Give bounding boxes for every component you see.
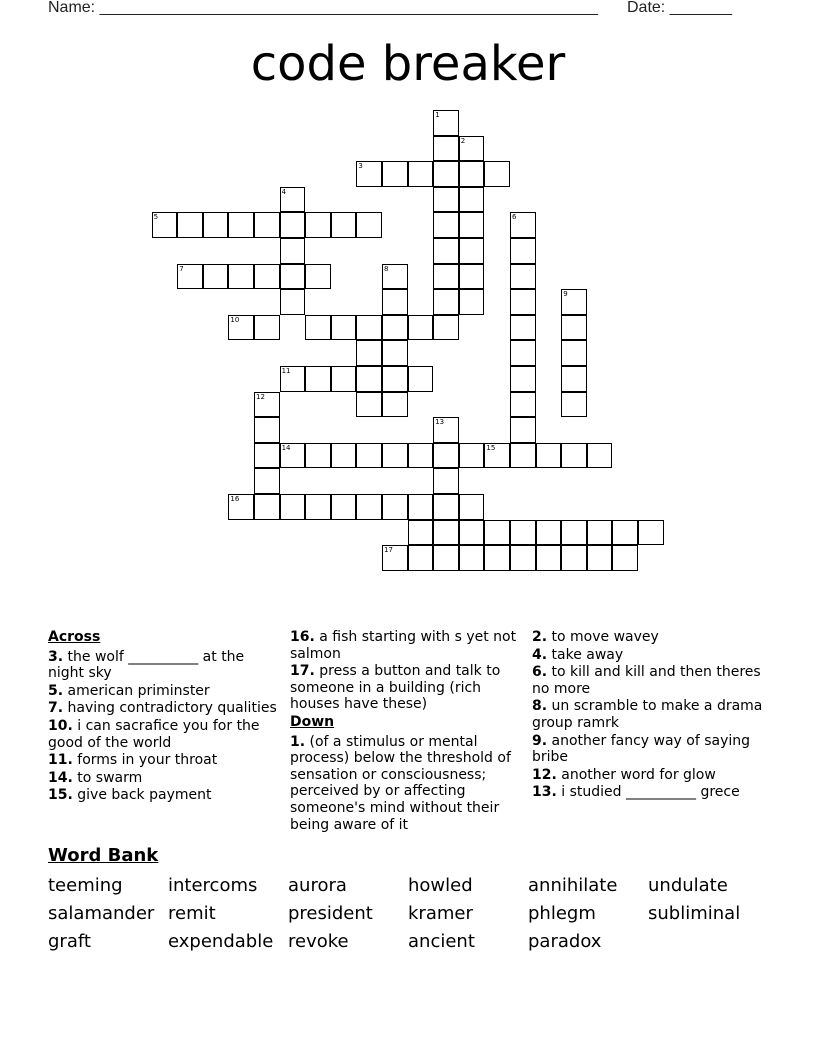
grid-cell[interactable] bbox=[459, 443, 485, 469]
grid-cell[interactable] bbox=[254, 417, 280, 443]
grid-cell[interactable] bbox=[433, 443, 459, 469]
grid-cell[interactable] bbox=[459, 238, 485, 264]
grid-cell[interactable] bbox=[280, 443, 306, 469]
grid-cell[interactable] bbox=[254, 264, 280, 290]
grid-cell[interactable] bbox=[510, 417, 536, 443]
grid-cell[interactable] bbox=[408, 443, 434, 469]
grid-cell[interactable] bbox=[356, 494, 382, 520]
grid-cell[interactable] bbox=[228, 264, 254, 290]
grid-cell[interactable] bbox=[280, 187, 306, 213]
grid-cell[interactable] bbox=[356, 340, 382, 366]
grid-cell[interactable] bbox=[561, 520, 587, 546]
grid-cell[interactable] bbox=[305, 443, 331, 469]
clue-down-4 bbox=[532, 647, 764, 664]
grid-cell[interactable] bbox=[587, 545, 613, 571]
word-bank-word: ancient bbox=[408, 931, 475, 952]
grid-cell[interactable] bbox=[305, 315, 331, 341]
clue-text: i can sacrafice you for the good of the world bbox=[48, 717, 260, 751]
grid-cell[interactable] bbox=[280, 289, 306, 315]
grid-cell[interactable] bbox=[382, 340, 408, 366]
grid-cell[interactable] bbox=[484, 443, 510, 469]
grid-cell[interactable] bbox=[305, 264, 331, 290]
clue-across-14 bbox=[48, 770, 280, 787]
grid-cell[interactable] bbox=[254, 468, 280, 494]
down-clues-column-3 bbox=[532, 629, 764, 802]
grid-cell[interactable] bbox=[433, 417, 459, 443]
clue-text: the wolf __________ at the night sky bbox=[48, 648, 245, 682]
grid-cell[interactable] bbox=[433, 315, 459, 341]
grid-cell[interactable] bbox=[510, 443, 536, 469]
grid-cell[interactable] bbox=[536, 520, 562, 546]
clue-text: i studied __________ grece bbox=[561, 784, 740, 801]
grid-cell[interactable] bbox=[382, 289, 408, 315]
grid-cell[interactable] bbox=[356, 161, 382, 187]
clue-number-label: 15 bbox=[486, 443, 496, 452]
clue-number: 1. bbox=[290, 733, 306, 750]
grid-cell[interactable] bbox=[280, 212, 306, 238]
clue-number: 9. bbox=[532, 732, 548, 749]
across-heading: Across bbox=[48, 629, 101, 645]
clue-number: 5. bbox=[48, 682, 64, 699]
grid-cell[interactable] bbox=[331, 315, 357, 341]
clue-number: 6. bbox=[532, 664, 548, 681]
grid-cell[interactable] bbox=[408, 545, 434, 571]
clue-text: having contradictory qualities bbox=[67, 700, 277, 717]
clue-number-label: 4 bbox=[281, 187, 287, 196]
date-field[interactable]: Date: _______ bbox=[627, 0, 732, 16]
grid-cell[interactable] bbox=[177, 212, 203, 238]
grid-cell[interactable] bbox=[280, 264, 306, 290]
grid-cell[interactable] bbox=[433, 289, 459, 315]
grid-cell[interactable] bbox=[305, 494, 331, 520]
grid-cell[interactable] bbox=[459, 289, 485, 315]
word-bank-word: remit bbox=[168, 903, 216, 924]
grid-cell[interactable] bbox=[433, 110, 459, 136]
grid-cell[interactable] bbox=[177, 264, 203, 290]
grid-cell[interactable] bbox=[459, 494, 485, 520]
clue-text: to move wavey bbox=[551, 629, 659, 645]
grid-cell[interactable] bbox=[510, 315, 536, 341]
clue-down-6 bbox=[532, 664, 764, 697]
grid-cell[interactable] bbox=[561, 315, 587, 341]
grid-cell[interactable] bbox=[382, 315, 408, 341]
clue-number-label: 5 bbox=[153, 213, 159, 222]
clue-number: 10. bbox=[48, 717, 73, 734]
grid-cell[interactable] bbox=[152, 212, 178, 238]
clue-across-11 bbox=[48, 752, 280, 769]
clue-number-label: 8 bbox=[384, 264, 389, 273]
word-bank-word: subliminal bbox=[648, 903, 741, 924]
clue-number: 13. bbox=[532, 784, 557, 801]
clues-column-2 bbox=[290, 629, 528, 834]
grid-cell[interactable] bbox=[408, 494, 434, 520]
clue-number: 2. bbox=[532, 629, 548, 645]
clue-across-3 bbox=[48, 649, 280, 682]
grid-cell[interactable] bbox=[280, 366, 306, 392]
grid-cell[interactable] bbox=[587, 443, 613, 469]
clue-number-label: 17 bbox=[384, 546, 393, 555]
clue-text: to swarm bbox=[77, 769, 143, 786]
across-clues-column-1 bbox=[48, 629, 280, 805]
grid-cell[interactable] bbox=[254, 443, 280, 469]
grid-cell[interactable] bbox=[433, 187, 459, 213]
grid-cell[interactable] bbox=[510, 392, 536, 418]
grid-cell[interactable] bbox=[356, 212, 382, 238]
grid-cell[interactable] bbox=[612, 520, 638, 546]
word-bank-word: revoke bbox=[288, 931, 349, 952]
clue-text: another fancy way of saying bribe bbox=[532, 732, 751, 766]
clue-text: press a button and talk to someone in a building (rich houses have these) bbox=[290, 663, 501, 713]
grid-cell[interactable] bbox=[561, 443, 587, 469]
grid-cell[interactable] bbox=[356, 366, 382, 392]
grid-cell[interactable] bbox=[459, 161, 485, 187]
grid-cell[interactable] bbox=[408, 315, 434, 341]
grid-cell[interactable] bbox=[510, 289, 536, 315]
grid-cell[interactable] bbox=[433, 494, 459, 520]
clue-number: 15. bbox=[48, 787, 73, 804]
clue-number-label: 3 bbox=[358, 162, 363, 171]
grid-cell[interactable] bbox=[228, 212, 254, 238]
word-bank-word: annihilate bbox=[528, 875, 618, 896]
grid-cell[interactable] bbox=[305, 366, 331, 392]
clue-text: to kill and kill and then theres no more bbox=[532, 664, 761, 697]
grid-cell[interactable] bbox=[408, 161, 434, 187]
clue-text: forms in your throat bbox=[77, 752, 218, 769]
clue-number: 17. bbox=[290, 663, 315, 680]
grid-cell[interactable] bbox=[331, 366, 357, 392]
grid-cell[interactable] bbox=[510, 340, 536, 366]
clue-across-5 bbox=[48, 683, 280, 700]
grid-cell[interactable] bbox=[433, 520, 459, 546]
grid-cell[interactable] bbox=[484, 545, 510, 571]
grid-cell[interactable] bbox=[433, 468, 459, 494]
grid-cell[interactable] bbox=[561, 289, 587, 315]
clue-number-label: 9 bbox=[563, 290, 568, 299]
grid-cell[interactable] bbox=[459, 264, 485, 290]
clue-across-7 bbox=[48, 700, 280, 717]
clue-number: 4. bbox=[532, 646, 548, 663]
clue-text: (of a stimulus or mental process) below the threshold of sensation or consciousness; perceived by or affecting someone's mind without their being aware of it bbox=[290, 733, 511, 833]
clue-across-17 bbox=[290, 663, 528, 713]
word-bank-title: Word Bank bbox=[48, 845, 159, 866]
clue-number: 14. bbox=[48, 769, 73, 786]
word-bank-word: howled bbox=[408, 875, 473, 896]
grid-cell[interactable] bbox=[561, 545, 587, 571]
clue-number: 8. bbox=[532, 698, 548, 715]
grid-cell[interactable] bbox=[203, 264, 229, 290]
word-bank-word: salamander bbox=[48, 903, 155, 924]
grid-cell[interactable] bbox=[587, 520, 613, 546]
down-heading: Down bbox=[290, 713, 335, 730]
grid-cell[interactable] bbox=[510, 366, 536, 392]
grid-cell[interactable] bbox=[510, 264, 536, 290]
grid-cell[interactable] bbox=[254, 494, 280, 520]
grid-cell[interactable] bbox=[228, 315, 254, 341]
grid-cell[interactable] bbox=[459, 187, 485, 213]
clue-number-label: 13 bbox=[435, 418, 445, 427]
grid-cell[interactable] bbox=[331, 494, 357, 520]
grid-cell[interactable] bbox=[433, 238, 459, 264]
grid-cell[interactable] bbox=[484, 161, 510, 187]
grid-cell[interactable] bbox=[382, 264, 408, 290]
grid-cell[interactable] bbox=[280, 494, 306, 520]
grid-cell[interactable] bbox=[510, 520, 536, 546]
word-bank-word: aurora bbox=[288, 875, 347, 896]
grid-cell[interactable] bbox=[331, 443, 357, 469]
clue-down-8 bbox=[532, 698, 764, 731]
clue-across-10 bbox=[48, 718, 280, 751]
grid-cell[interactable] bbox=[382, 366, 408, 392]
word-bank-word: intercoms bbox=[168, 875, 258, 896]
name-field[interactable]: Name: ________________________________________________________ bbox=[48, 0, 598, 16]
clue-down-12 bbox=[532, 767, 764, 784]
clue-down-1 bbox=[290, 734, 528, 834]
clue-down-2 bbox=[532, 629, 764, 646]
grid-cell[interactable] bbox=[203, 212, 229, 238]
clue-down-13 bbox=[532, 784, 764, 801]
grid-cell[interactable] bbox=[561, 340, 587, 366]
clue-number: 7. bbox=[48, 700, 64, 717]
word-bank-word: paradox bbox=[528, 931, 602, 952]
clue-text: a fish starting with s yet not salmon bbox=[290, 629, 517, 662]
grid-cell[interactable] bbox=[408, 366, 434, 392]
clue-text: give back payment bbox=[77, 787, 212, 804]
grid-cell[interactable] bbox=[356, 392, 382, 418]
grid-cell[interactable] bbox=[459, 212, 485, 238]
grid-cell[interactable] bbox=[382, 392, 408, 418]
clue-number-label: 12 bbox=[256, 392, 265, 401]
clue-across-15 bbox=[48, 787, 280, 804]
clue-number-label: 6 bbox=[512, 213, 517, 222]
grid-cell[interactable] bbox=[612, 545, 638, 571]
clue-text: take away bbox=[551, 646, 624, 663]
clue-number-label: 14 bbox=[281, 443, 291, 452]
grid-cell[interactable] bbox=[356, 443, 382, 469]
clue-across-16 bbox=[290, 629, 528, 662]
clue-number-label: 7 bbox=[179, 264, 184, 273]
grid-cell[interactable] bbox=[459, 545, 485, 571]
word-bank-word: graft bbox=[48, 931, 91, 952]
grid-cell[interactable] bbox=[382, 545, 408, 571]
clue-text: un scramble to make a drama group ramrk bbox=[532, 698, 763, 731]
clue-number-label: 11 bbox=[281, 367, 291, 375]
grid-cell[interactable] bbox=[331, 212, 357, 238]
grid-cell[interactable] bbox=[382, 161, 408, 187]
clue-number-label: 1 bbox=[435, 111, 440, 119]
grid-cell[interactable] bbox=[510, 238, 536, 264]
grid-cell[interactable] bbox=[356, 315, 382, 341]
clue-number: 11. bbox=[48, 752, 73, 769]
word-bank-word: teeming bbox=[48, 875, 123, 896]
grid-cell[interactable] bbox=[536, 443, 562, 469]
clue-down-9 bbox=[532, 733, 764, 766]
grid-cell[interactable] bbox=[484, 520, 510, 546]
word-bank-word: undulate bbox=[648, 875, 728, 896]
grid-cell[interactable] bbox=[382, 494, 408, 520]
grid-cell[interactable] bbox=[433, 545, 459, 571]
clue-text: another word for glow bbox=[561, 766, 716, 783]
word-bank-word: kramer bbox=[408, 903, 473, 924]
word-bank-word: president bbox=[288, 903, 373, 924]
grid-cell[interactable] bbox=[280, 238, 306, 264]
clue-text: american priminster bbox=[67, 682, 210, 699]
clue-number: 3. bbox=[48, 648, 64, 665]
grid-cell[interactable] bbox=[510, 212, 536, 238]
grid-cell[interactable] bbox=[510, 545, 536, 571]
grid-cell[interactable] bbox=[382, 443, 408, 469]
clue-number-label: 16 bbox=[230, 495, 240, 503]
grid-cell[interactable] bbox=[305, 212, 331, 238]
clue-number-label: 10 bbox=[230, 315, 240, 324]
page-title: code breaker bbox=[250, 36, 566, 92]
grid-cell[interactable] bbox=[433, 161, 459, 187]
grid-cell[interactable] bbox=[638, 520, 664, 546]
grid-cell[interactable] bbox=[433, 136, 459, 162]
grid-cell[interactable] bbox=[408, 520, 434, 546]
grid-cell[interactable] bbox=[459, 136, 485, 162]
grid-cell[interactable] bbox=[536, 545, 562, 571]
grid-cell[interactable] bbox=[561, 392, 587, 418]
grid-cell[interactable] bbox=[228, 494, 254, 520]
clue-number: 16. bbox=[290, 629, 315, 645]
grid-cell[interactable] bbox=[561, 366, 587, 392]
grid-cell[interactable] bbox=[254, 392, 280, 418]
grid-cell[interactable] bbox=[254, 212, 280, 238]
grid-cell[interactable] bbox=[433, 212, 459, 238]
grid-cell[interactable] bbox=[459, 520, 485, 546]
grid-cell[interactable] bbox=[254, 315, 280, 341]
grid-cell[interactable] bbox=[433, 264, 459, 290]
clue-number-label: 2 bbox=[460, 136, 466, 145]
word-bank-word: phlegm bbox=[528, 903, 596, 924]
clue-number: 12. bbox=[532, 766, 557, 783]
word-bank-word: expendable bbox=[168, 931, 274, 952]
